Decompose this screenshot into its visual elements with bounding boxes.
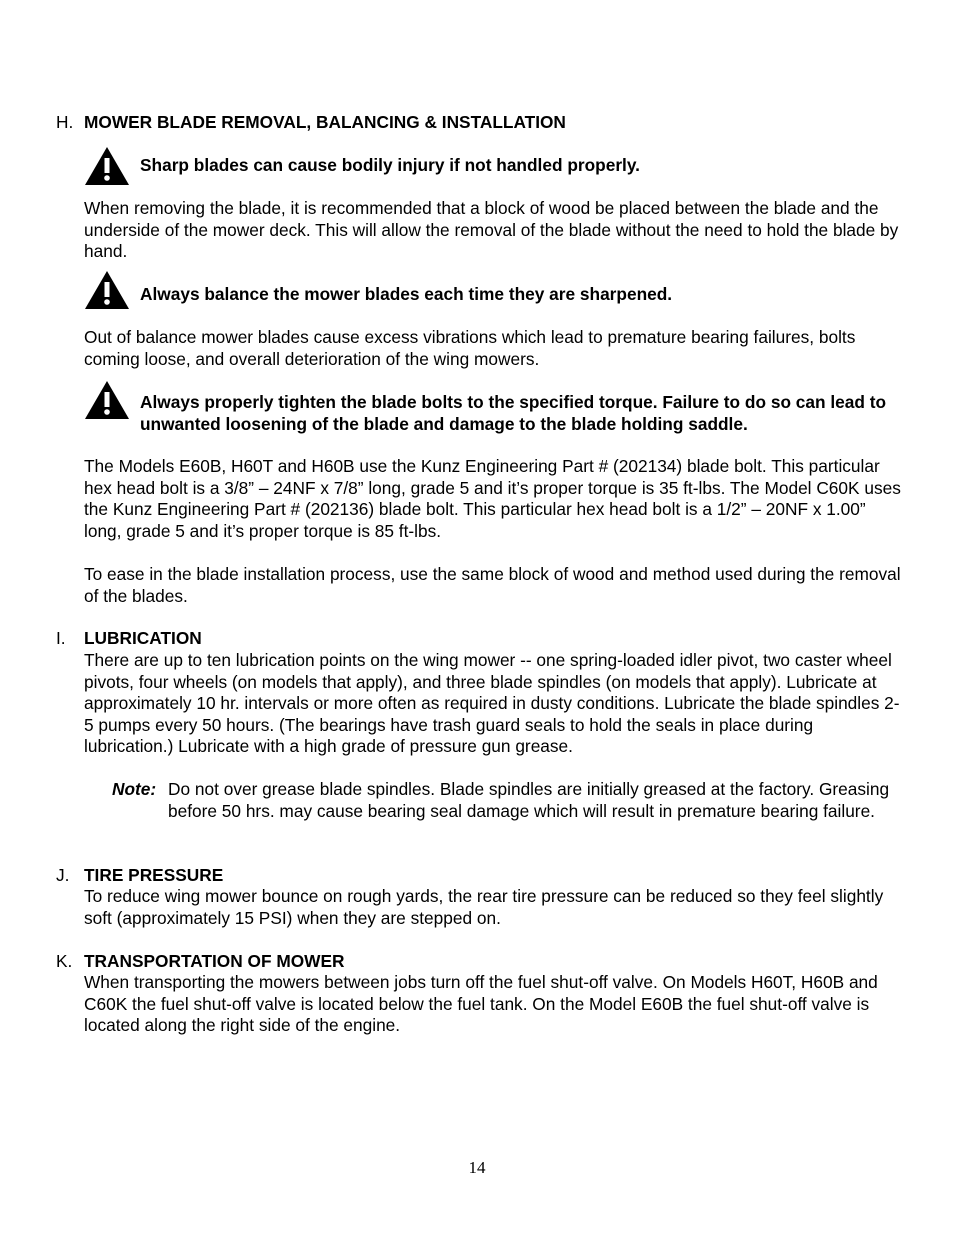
page-number: 14: [468, 1158, 486, 1177]
section-k-heading: TRANSPORTATION OF MOWER: [84, 951, 345, 971]
section-j-letter: J.: [56, 865, 70, 885]
warning-balance-blades: Always balance the mower blades each time they are sharpened.: [140, 284, 673, 304]
note-text: Do not over grease blade spindles. Blade spindles are initially greased at the factory. Greasing before 50 hrs. may cause bearing seal damage which will result in premature bearing failure.: [168, 779, 890, 821]
section-h-letter: H.: [56, 112, 74, 132]
paragraph-blade-bolts: The Models E60B, H60T and H60B use the Kunz Engineering Part # (202134) blade bolt. This particular hex head bolt is a 3/8” – 24NF x 7/8” long, grade 5 and it’s proper torque is 35 ft-lbs. The Model C60K uses the Kunz Engineering Part # (202136) blade bolt. This particular hex head bolt is a 1/2” – 20NF x 1.00” long, grade 5 and it’s proper torque is 85 ft-lbs.: [84, 456, 901, 541]
section-h-heading: MOWER BLADE REMOVAL, BALANCING & INSTALLATION: [84, 112, 566, 132]
paragraph-balance: Out of balance mower blades cause excess vibrations which lead to premature bearing failures, bolts coming loose, and overall deterioration of the wing mowers.: [84, 327, 856, 369]
warning-icon: [84, 270, 130, 310]
paragraph-tire-pressure: To reduce wing mower bounce on rough yards, the rear tire pressure can be reduced so they feel slightly soft (approximately 15 PSI) when they are stepped on.: [84, 886, 884, 928]
paragraph-transportation: When transporting the mowers between jobs turn off the fuel shut-off valve. On Models H60T, H60B and C60K the fuel shut-off valve is located below the fuel tank. On the Model E60B the fuel shut-off valve is located along the right side of the engine.: [84, 972, 878, 1035]
section-i-letter: I.: [56, 628, 66, 648]
warning-icon: [84, 146, 130, 186]
note-label: Note:: [112, 779, 157, 799]
paragraph-lubrication: There are up to ten lubrication points on the wing mower -- one spring-loaded idler pivot, two caster wheel pivots, four wheels (on models that apply), and three blade spindles (on models that apply). Lubricate at approximately 10 hr. intervals or more often as required in dusty conditions. Lubricate the blade spindles 2-5 pumps every 50 hours. (The bearings have trash guard seals to hold the seals in place during lubrication.) Lubricate with a high grade of pressure gun grease.: [84, 650, 900, 756]
section-j-heading: TIRE PRESSURE: [84, 865, 224, 885]
paragraph-installation: To ease in the blade installation process, use the same block of wood and method used during the removal of the blades.: [84, 564, 901, 606]
warning-icon: [84, 380, 130, 420]
section-i-heading: LUBRICATION: [84, 628, 202, 648]
section-k-letter: K.: [56, 951, 73, 971]
warning-sharp-blades: Sharp blades can cause bodily injury if not handled properly.: [140, 155, 640, 175]
paragraph-blade-removal: When removing the blade, it is recommended that a block of wood be placed between the blade and the underside of the mower deck. This will allow the removal of the blade without the need to hold the blade by hand.: [84, 198, 899, 261]
warning-tighten-bolts: Always properly tighten the blade bolts to the specified torque. Failure to do so can lead to unwanted loosening of the blade and damage to the blade holding saddle.: [140, 392, 887, 434]
